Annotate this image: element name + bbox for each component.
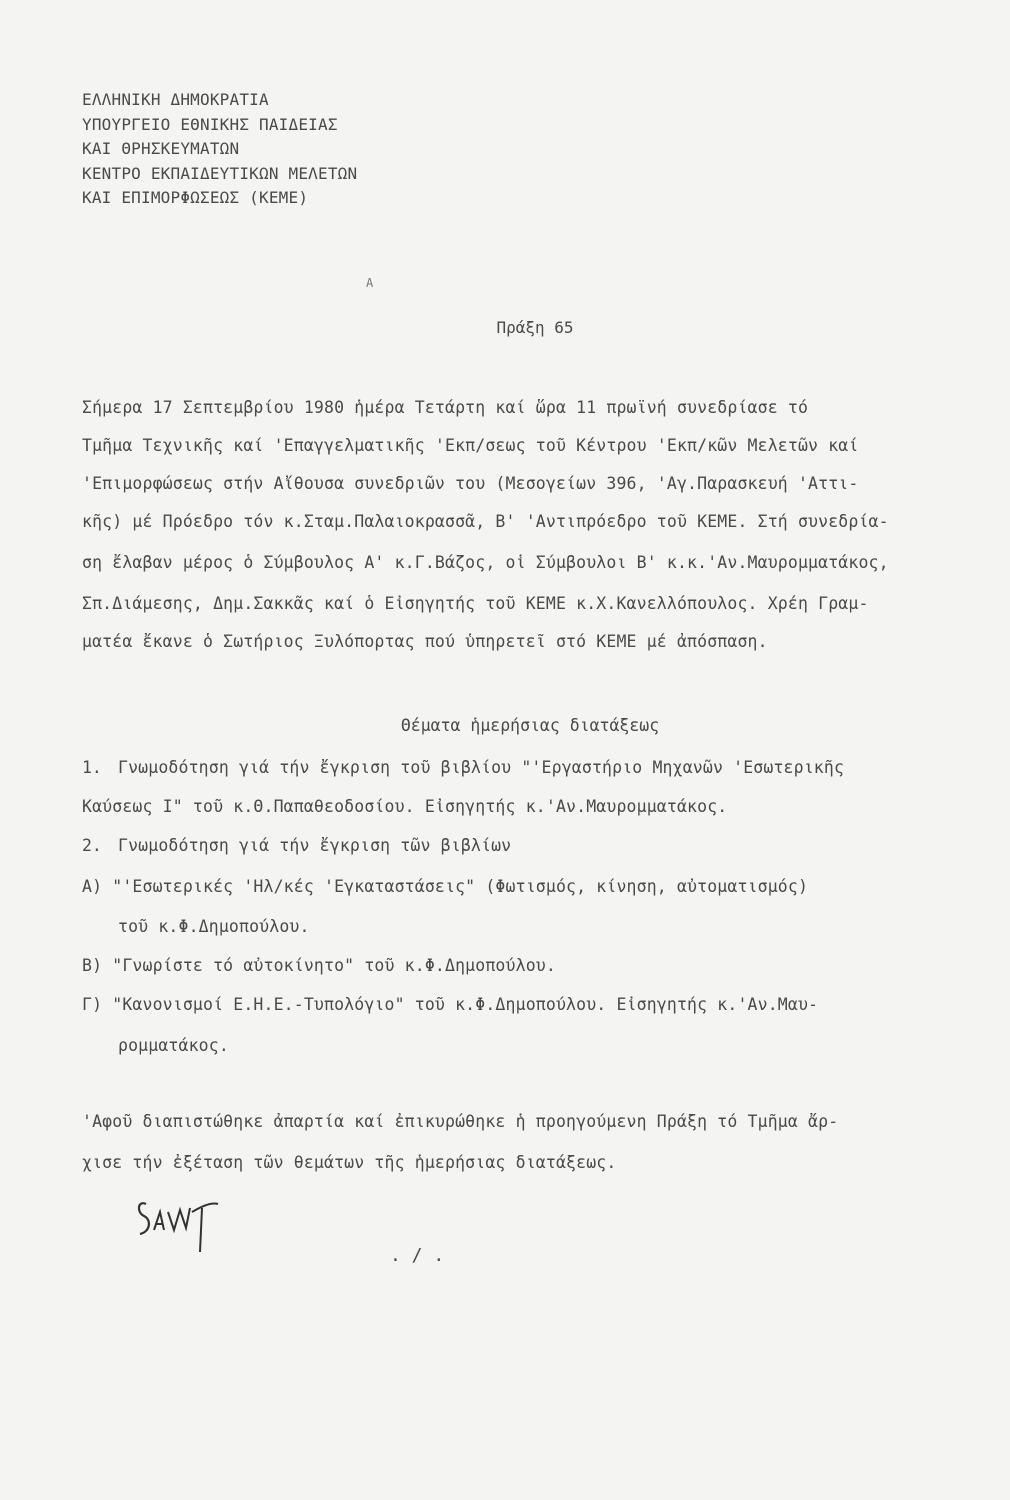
agenda-item-line: Γνωμοδότηση γιά τήν ἔγκριση τῶν βιβλίων: [118, 836, 512, 855]
intro-line: Τμῆμα Τεχνικῆς καί 'Επαγγελματικῆς 'Εκπ/σεως τοῦ Κέντρου 'Εκπ/κῶν Μελετῶν καί: [82, 436, 859, 455]
agenda-item-line: Καύσεως Ι" τοῦ κ.Θ.Παπαθεοδοσίου. Εἰσηγητής κ.'Αν.Μαυρομματάκος.: [82, 797, 728, 816]
intro-line: ση ἔλαβαν μέρος ὁ Σύμβουλος Α' κ.Γ.Βάζος, οἱ Σύμβουλοι Β' κ.κ.'Αν.Μαυρομματάκος,: [82, 553, 889, 572]
intro-line: Σήμερα 17 Σεπτεμβρίου 1980 ἡμέρα Τετάρτη καί ὥρα 11 πρωϊνή συνεδρίασε τό: [82, 398, 809, 417]
sub-item-line: Α) "'Εσωτερικές 'Ηλ/κές 'Εγκαταστάσεις" (Φωτισμός, κίνηση, αὐτοματισμός): [82, 877, 809, 896]
item-number: 2.: [82, 836, 102, 855]
intro-line: 'Επιμορφώσεως στήν Αἴθουσα συνεδριῶν του (Μεσογείων 396, 'Αγ.Παρασκευή 'Αττι-: [82, 474, 859, 493]
sub-item-line: τοῦ κ.Φ.Δημοπούλου.: [118, 917, 310, 936]
closing-line: 'Αφοῦ διαπιστώθηκε ἀπαρτία καί ἐπικυρώθηκε ἡ προηγούμενη Πράξη τό Τμῆμα ἄρ-: [82, 1112, 839, 1131]
letterhead: [82, 88, 357, 211]
agenda-title: Θέματα ἡμερήσιας διατάξεως: [400, 716, 660, 735]
closing-line: χισε τήν ἐξέταση τῶν θεμάτων τῆς ἡμερήσιας διατάξεως.: [82, 1153, 617, 1172]
letterhead-line: ΥΠΟΥΡΓΕΙΟ ΕΘΝΙΚΗΣ ΠΑΙΔΕΙΑΣ: [82, 114, 338, 134]
item-number: 1.: [82, 758, 102, 777]
sub-item-line: ρομματάκος.: [118, 1036, 229, 1055]
sub-item-line: Γ) "Κανονισμοί Ε.Η.Ε.-Τυπολόγιο" τοῦ κ.Φ.Δημοπούλου. Εἰσηγητής κ.'Αν.Μαυ-: [82, 995, 819, 1014]
intro-line: ματέα ἔκανε ὁ Σωτήριος Ξυλόπορτας πού ὑπηρετεῖ στό ΚΕΜΕ μέ ἀπόσπαση.: [82, 632, 768, 651]
intro-line: κῆς) μέ Πρόεδρο τόν κ.Σταμ.Παλαιοκρασσᾶ, Β' 'Αντιπρόεδρο τοῦ ΚΕΜΕ. Στή συνεδρία-: [82, 512, 889, 531]
document-title: Πράξη 65: [496, 318, 574, 337]
letterhead-line: ΚΑΙ ΕΠΙΜΟΡΦΩΣΕΩΣ (ΚΕΜΕ): [82, 188, 309, 208]
letterhead-line: ΚΑΙ ΘΡΗΣΚΕΥΜΑΤΩΝ: [82, 139, 240, 159]
stray-mark: A: [366, 276, 374, 290]
handwritten-signature: [132, 1190, 222, 1260]
letterhead-line: ΕΛΛΗΝΙΚΗ ΔΗΜΟΚΡΑΤΙΑ: [82, 90, 269, 109]
continuation-mark: . / .: [390, 1245, 445, 1266]
intro-line: Σπ.Διάμεσης, Δημ.Σακκᾶς καί ὁ Εἰσηγητής τοῦ ΚΕΜΕ κ.Χ.Κανελλόπουλος. Χρέη Γραμ-: [82, 594, 869, 613]
sub-item-line: Β) "Γνωρίστε τό αὐτοκίνητο" τοῦ κ.Φ.Δημοπούλου.: [82, 956, 556, 975]
letterhead-line: ΚΕΝΤΡΟ ΕΚΠΑΙΔΕΥΤΙΚΩΝ ΜΕΛΕΤΩΝ: [82, 163, 358, 183]
agenda-item-line: Γνωμοδότηση γιά τήν ἔγκριση τοῦ βιβλίου "'Εργαστήριο Μηχανῶν 'Εσωτερικῆς: [118, 758, 845, 777]
